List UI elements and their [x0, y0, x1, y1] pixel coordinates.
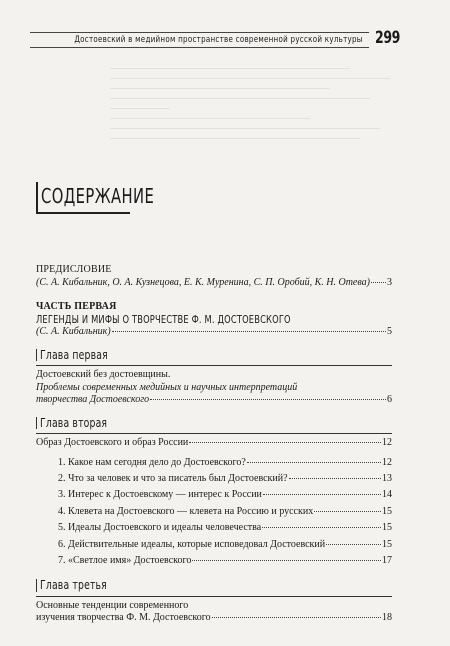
section-page: 15: [382, 538, 392, 550]
section-page: 14: [382, 489, 392, 501]
section-page: 17: [382, 554, 392, 566]
section-title: 7. «Светлое имя» Достоевского: [58, 554, 192, 566]
running-header: [30, 32, 369, 48]
leader-dots: [289, 478, 381, 479]
chapter-three-line1: Основные тенденции современного: [36, 599, 189, 611]
preface-authors: (С. А. Кибальник, О. А. Кузнецова, Е. К. Муренина, С. П. Оробий, К. Н. Отева): [36, 276, 370, 288]
section-entry[interactable]: [58, 537, 392, 553]
leader-dots: [192, 560, 381, 561]
title-rule-vertical: [36, 182, 38, 212]
section-title: 1. Какое нам сегодня дело до Достоевского?: [58, 456, 246, 468]
chapter-three-line2: изучения творчества Ф. М. Достоевского: [36, 612, 211, 624]
title-rule-horizontal: [36, 212, 130, 214]
chapter-three-label: Глава третья: [40, 578, 107, 593]
preface-entry[interactable]: [36, 277, 392, 290]
chapter-one-line1: Достоевский без достоевщины.: [36, 369, 171, 380]
leader-dots: [112, 331, 386, 332]
section-entry[interactable]: [58, 553, 392, 569]
chapter-two-page: 12: [382, 437, 392, 448]
chapter-one-line2: Проблемы современных медийных и научных интерпретаций: [36, 381, 298, 393]
leader-dots: [212, 617, 381, 618]
leader-dots: [189, 442, 381, 443]
leader-dots: [263, 494, 381, 495]
section-title: 4. Клевета на Достоевского — клевета на Россию и русских: [58, 505, 314, 517]
section-page: 12: [382, 456, 392, 468]
chapter-one-label: Глава первая: [40, 347, 108, 362]
section-title: 6. Действительные идеалы, которые исповедовал Достоевский: [58, 538, 326, 550]
chapter-two-entry[interactable]: [36, 437, 392, 450]
section-page: 15: [382, 522, 392, 534]
part-one-label: ЧАСТЬ ПЕРВАЯ: [36, 301, 117, 312]
section-title: 2. Что за человек и что за писатель был Достоевский?: [58, 472, 288, 484]
section-page: 15: [382, 505, 392, 517]
part-one-entry[interactable]: [36, 326, 392, 339]
chapter-one-page: 6: [387, 394, 392, 405]
leader-dots: [150, 399, 386, 400]
section-entry[interactable]: [58, 487, 392, 503]
part-one-authors: (С. А. Кибальник): [36, 326, 111, 337]
chapter-one-entry[interactable]: [36, 394, 392, 407]
leader-dots: [314, 511, 381, 512]
chapter-three-page: 18: [382, 612, 392, 624]
part-one-page: 5: [387, 326, 392, 337]
leader-dots: [247, 462, 381, 463]
running-title: Достоевский в медийном пространстве современной русской культуры: [74, 35, 363, 45]
chapter-three-entry[interactable]: [36, 612, 392, 625]
section-title: 3. Интерес к Достоевскому — интерес к России: [58, 489, 262, 501]
preface-page: 3: [387, 276, 392, 288]
bleed-through-lines: [110, 68, 410, 148]
section-page: 13: [382, 472, 392, 484]
section-title: 5. Идеалы Достоевского и идеалы человечества: [58, 522, 262, 534]
page-number: 299: [375, 28, 400, 48]
section-entry[interactable]: [58, 471, 392, 487]
section-entry[interactable]: [58, 520, 392, 536]
leader-dots: [262, 527, 381, 528]
leader-dots: [371, 282, 386, 283]
section-entry[interactable]: [58, 455, 392, 471]
preface-label: ПРЕДИСЛОВИЕ: [36, 264, 112, 275]
table-of-contents: [36, 264, 392, 625]
section-entry[interactable]: [58, 504, 392, 520]
chapter-two-label: Глава вторая: [40, 415, 108, 430]
contents-title: СОДЕРЖАНИЕ: [41, 184, 155, 208]
leader-dots: [326, 544, 381, 545]
chapter-two-title: Образ Достоевского и образ России: [36, 437, 189, 448]
part-one-title: ЛЕГЕНДЫ И МИФЫ О ТВОРЧЕСТВЕ Ф. М. ДОСТОЕВСКОГО: [36, 312, 291, 326]
chapter-one-line3: творчества Достоевского: [36, 394, 150, 405]
